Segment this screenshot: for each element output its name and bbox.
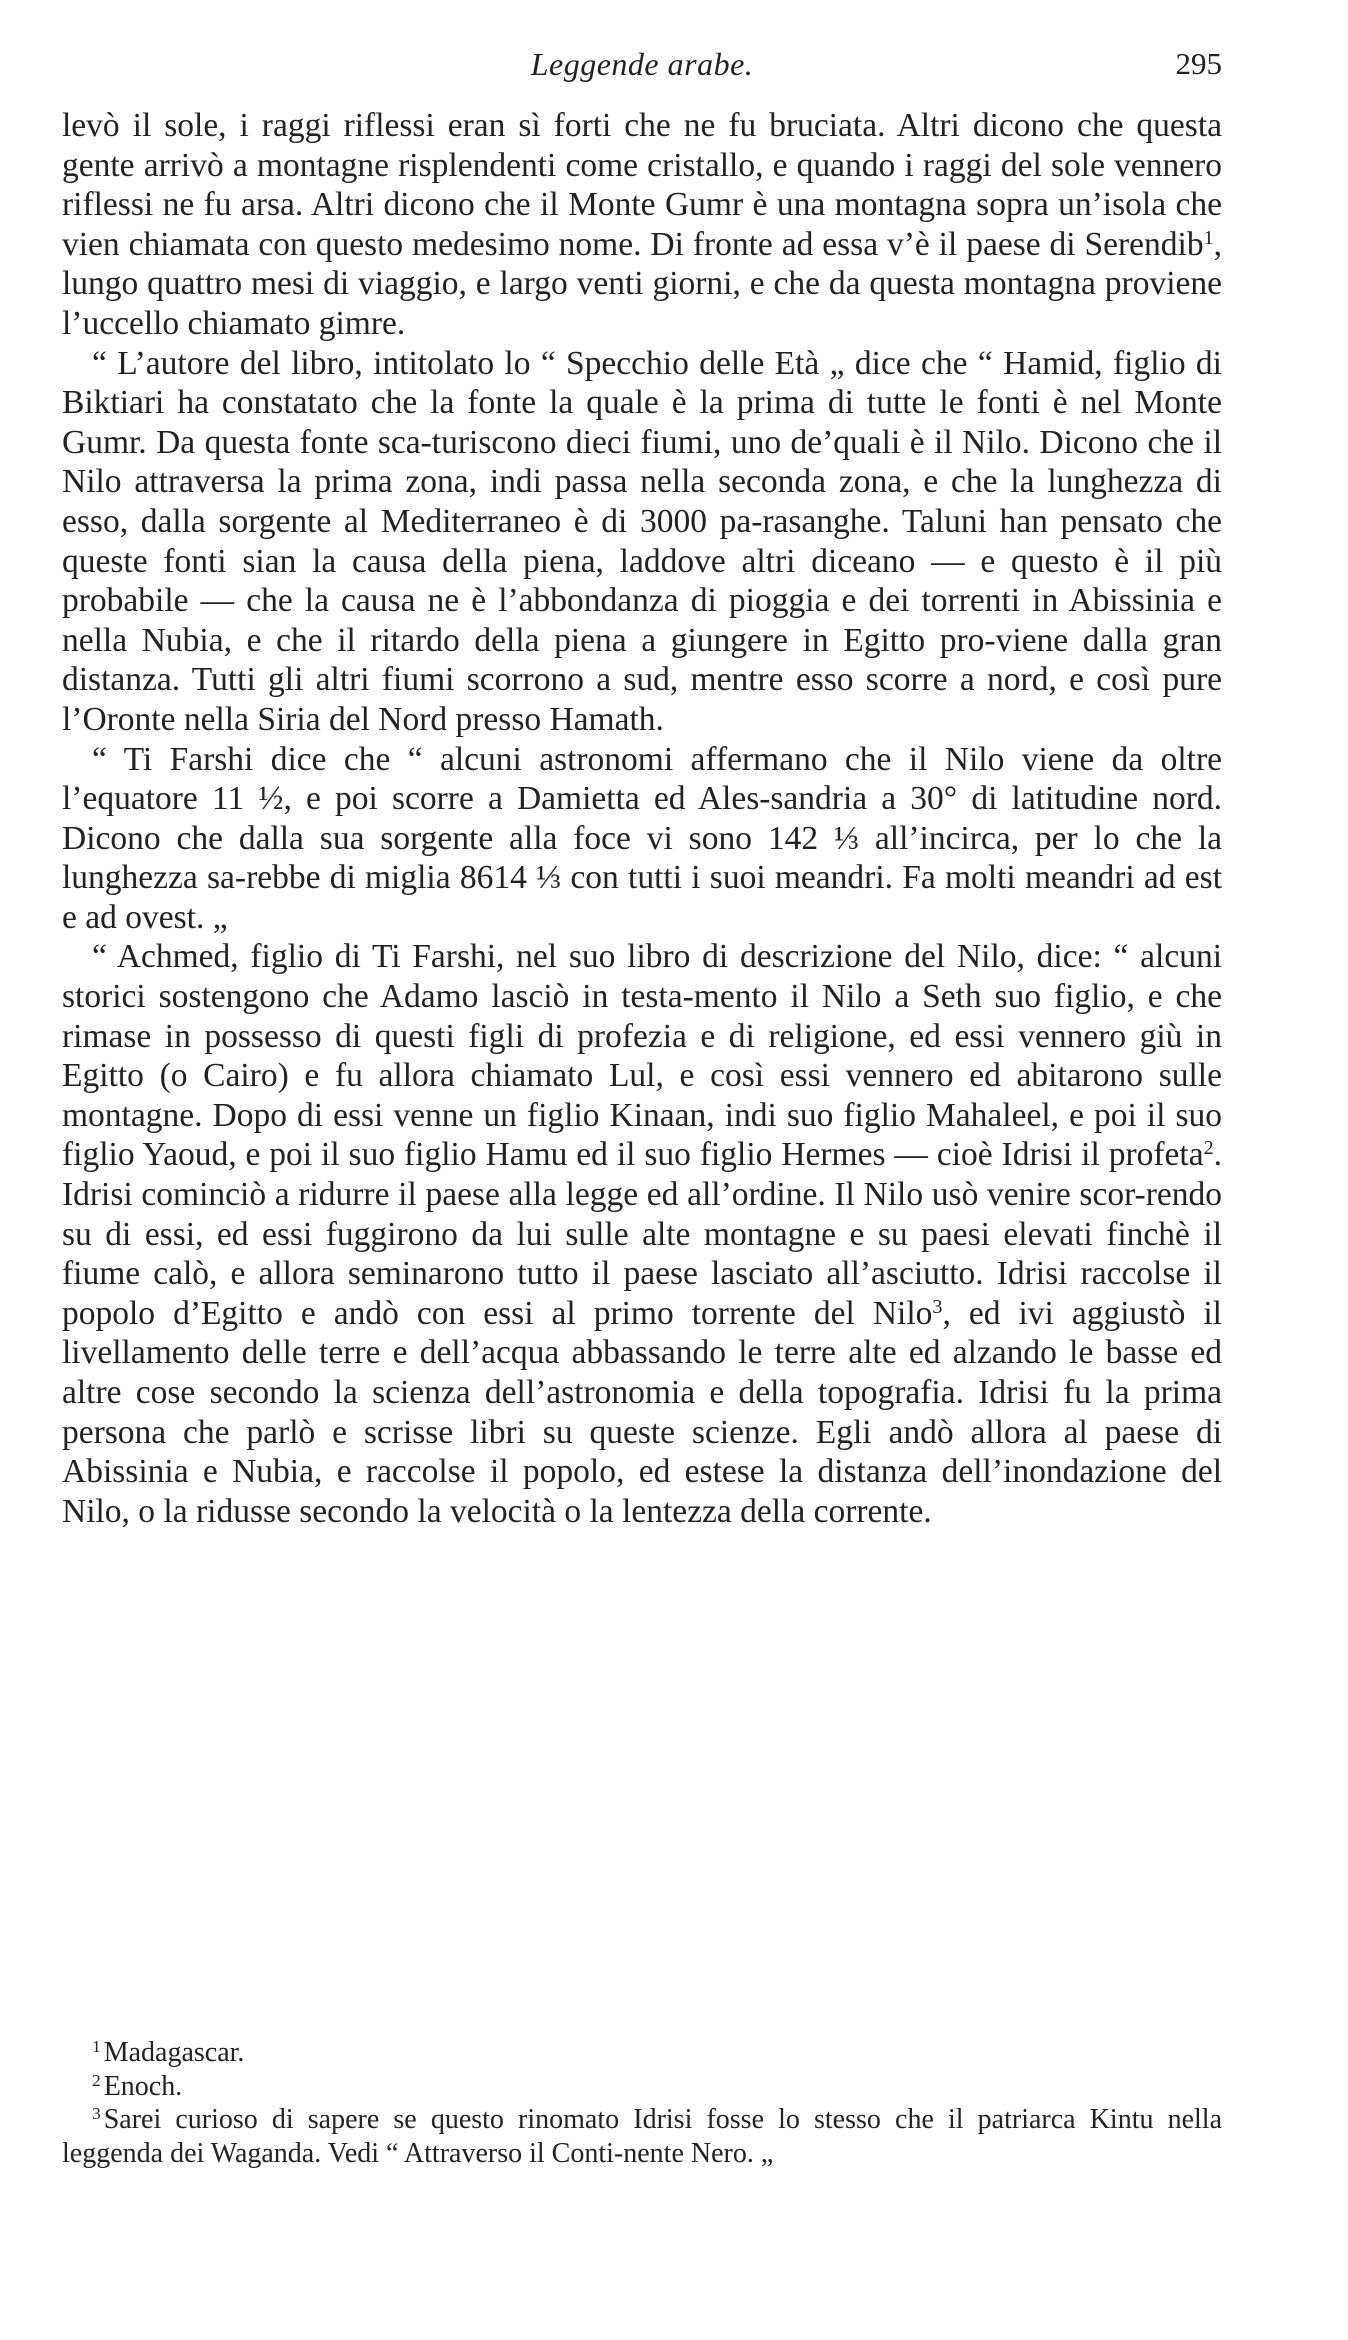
paragraph-4-text: “ Achmed, figlio di Ti Farshi, nel suo libro di descrizione del Nilo, dice: “ alcuni storici sostengono che Adamo lasciò in testa-mento il Nilo a Seth suo figlio, e che rimase in possesso di questi figli di profezia e di religione, ed essi vennero giù in Egitto (o Cairo) e fu allora chiamato Lul, e così essi vennero ed abitarono sulle montagne. Dopo di essi venne un figlio Kinaan, indi suo figlio Mahaleel, e poi il suo figlio Yaoud, e poi il suo figlio Hamu ed il suo figlio Hermes — cioè Idrisi il profeta	[62, 938, 1222, 1174]
body-text	[62, 106, 1222, 1531]
paragraph-4-text-cont-2: , ed ivi aggiustò il livellamento delle terre e dell’acqua abbassando le terre alte ed alzando le basse ed altre cose secondo la scienza dell’astronomia e della topografia. Idrisi fu la prima persona che parlò e scrisse libri su queste scienze. Egli andò allora al paese di Abissinia e Nubia, e raccolse il popolo, ed estese la distanza dell’inondazione del Nilo, o la ridusse secondo la velocità o la lentezza della corrente.	[62, 1294, 1222, 1530]
footnote-1-text: Madagascar.	[103, 2037, 245, 2068]
paragraph-3	[62, 740, 1222, 938]
footnote-ref-1: 1	[1203, 226, 1214, 249]
footnotes	[62, 2036, 1222, 2170]
paragraph-2	[62, 344, 1222, 740]
paragraph-4	[62, 937, 1222, 1531]
paragraph-3-text-cont-3: con tutti i suoi meandri. Fa molti meandri ad est e ad ovest. „	[62, 859, 1222, 936]
footnote-3-mark: 3	[92, 2104, 101, 2124]
paragraph-1	[62, 106, 1222, 344]
paragraph-1-text: levò il sole, i raggi riflessi eran sì forti che ne fu bruciata. Altri dicono che questa gente arrivò a montagne risplendenti come cristallo, e quando i raggi del sole vennero riflessi ne fu arsa. Altri dicono che il Monte Gumr è una montagna sopra un’isola che vien chiamata con questo medesimo nome. Di fronte ad essa v’è il paese di Serendib	[62, 107, 1222, 263]
footnote-3-text: Sarei curioso di sapere se questo rinomato Idrisi fosse lo stesso che il patriarca Kintu nella leggenda dei Waganda. Vedi “ Attraverso il Conti-nente Nero. „	[62, 2104, 1222, 2169]
fraction-third-a: ⅓	[833, 819, 860, 857]
footnote-2-text: Enoch.	[103, 2070, 183, 2102]
paragraph-1-text-cont: , lungo quattro mesi di viaggio, e largo venti giorni, e che da questa montagna proviene l’uccello chiamato gimre.	[62, 225, 1222, 342]
footnote-ref-2: 2	[1203, 1137, 1214, 1160]
footnote-1	[62, 2036, 1222, 2070]
fraction-third-b: ⅓	[536, 859, 562, 897]
footnote-3	[62, 2103, 1222, 2170]
running-title: Leggende arabe.	[530, 46, 754, 82]
paragraph-3-text-cont-2: all’incirca, per lo che la lunghezza sa-rebbe di miglia 8614	[62, 819, 1222, 897]
footnote-ref-3: 3	[932, 1295, 943, 1318]
running-header	[62, 46, 1222, 86]
paragraph-3-text-cont: , e poi scorre a Damietta ed Ales-sandria a 30° di latitudine nord. Dicono che dalla sua sorgente alla foce vi sono 142	[62, 780, 1223, 857]
footnote-2	[62, 2070, 1222, 2104]
footnote-2-mark: 2	[92, 2070, 101, 2090]
page-number: 295	[1175, 46, 1222, 81]
fraction-half: ½	[258, 780, 284, 818]
paragraph-3-text: “ Ti Farshi dice che “ alcuni astronomi affermano che il Nilo viene da oltre l’equatore 11	[62, 740, 1222, 818]
footnote-1-mark: 1	[92, 2037, 101, 2057]
paragraph-4-text-cont: . Idrisi cominciò a ridurre il paese alla legge ed all’ordine. Il Nilo usò venire scor-rendo su di essi, ed essi fuggirono da lui sulle alte montagne e su paesi elevati finchè il fiume calò, e allora seminarono tutto il paese lasciato all’asciutto. Idrisi raccolse il popolo d’Egitto e andò con essi al primo torrente del Nilo	[62, 1136, 1222, 1332]
paragraph-2-text: “ L’autore del libro, intitolato lo “ Specchio delle Età „ dice che “ Hamid, figlio di Biktiari ha constatato che la fonte la quale è la prima di tutte le fonti è nel Monte Gumr. Da questa fonte sca-turiscono dieci fiumi, uno de’quali è il Nilo. Dicono che il Nilo attraversa la prima zona, indi passa nella seconda zona, e che la lunghezza di esso, dalla sorgente al Mediterraneo è di 3000 pa-rasanghe. Taluni han pensato che queste fonti sian la causa della piena, laddove altri diceano — e questo è il più probabile — che la causa ne è l’abbondanza di pioggia e dei torrenti in Abissinia e nella Nubia, e che il ritardo della piena a giungere in Egitto pro-viene dalla gran distanza. Tutti gli altri fiumi scorrono a sud, mentre esso scorre a nord, e così pure l’Oronte nella Siria del Nord presso Hamath.	[62, 344, 1222, 738]
